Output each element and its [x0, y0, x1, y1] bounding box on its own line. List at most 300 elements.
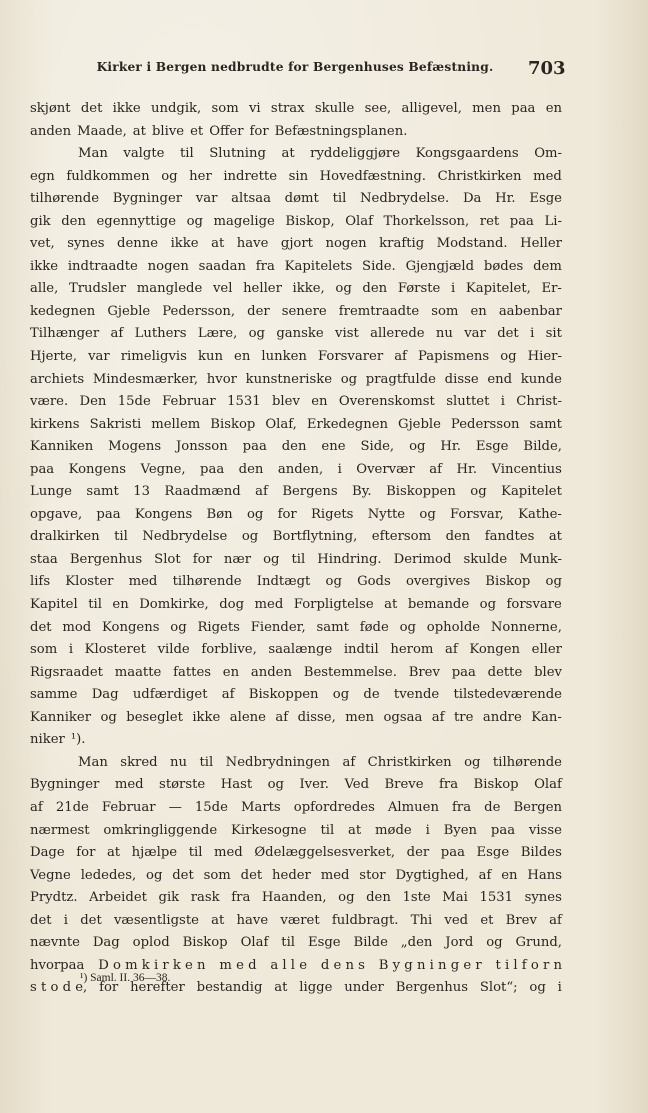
word: Christkirken — [437, 168, 522, 184]
word: det — [240, 867, 263, 883]
word: Esge — [307, 935, 341, 951]
word: Pedersson — [450, 416, 520, 432]
word: og — [529, 980, 546, 996]
word: Thi — [410, 912, 433, 928]
word: skulde — [463, 551, 508, 567]
word: samt — [86, 484, 119, 500]
word: Forsvarer — [317, 349, 384, 365]
text-line — [30, 143, 562, 166]
word: heller — [243, 281, 282, 297]
word: Bestemmelse. — [303, 664, 397, 680]
text-line — [30, 549, 562, 572]
text-line — [30, 594, 562, 617]
word: Bilde — [353, 935, 388, 951]
word: Klosteret — [84, 642, 146, 658]
word: tre — [453, 709, 474, 725]
text-line — [30, 752, 562, 775]
word: skulle — [314, 101, 355, 116]
word: disse, — [297, 709, 336, 725]
word: fremtraadte — [338, 303, 420, 319]
word: Almuen — [387, 799, 439, 815]
word: og — [479, 597, 497, 613]
word: staa — [30, 551, 58, 567]
text-line — [30, 211, 562, 234]
word: anden — [30, 123, 72, 139]
word: gjort — [280, 236, 313, 252]
word: nævnte — [30, 935, 80, 951]
word: blev — [534, 664, 562, 680]
word: tilhørende — [30, 191, 100, 207]
word: indrette — [223, 168, 278, 184]
text-line — [30, 278, 562, 301]
word: ikke — [30, 258, 59, 274]
word: Kapitelets — [284, 258, 353, 274]
word: mellem — [151, 416, 201, 432]
word: Hjerte, — [30, 349, 77, 365]
word: disse — [444, 371, 479, 387]
word: Olaf — [345, 213, 373, 229]
text-line — [30, 346, 562, 369]
word: og — [100, 709, 117, 725]
word: altsaa — [231, 191, 271, 207]
word: Rigsraadet — [30, 664, 103, 680]
word: største — [159, 777, 206, 793]
word: fra — [439, 777, 459, 793]
word: samme — [30, 687, 78, 703]
word: blev — [271, 394, 300, 410]
word: strax — [270, 101, 305, 116]
word: Ved — [344, 777, 370, 793]
word: Nedbrydelse. — [360, 191, 450, 207]
word: d e n s — [320, 957, 365, 973]
word: at — [274, 980, 288, 996]
word: Dygtighed, — [395, 867, 469, 883]
word: s t o d e, — [30, 980, 88, 996]
word: Lunge — [30, 484, 72, 500]
word: paa — [509, 213, 534, 229]
word: 1531 — [227, 394, 261, 410]
word: en — [112, 597, 129, 613]
word: ryddeliggjøre — [310, 146, 401, 162]
word: ikke — [112, 101, 141, 116]
word: indtil — [343, 642, 379, 658]
text-line — [30, 188, 562, 211]
word: Kloster — [65, 574, 114, 590]
word: det — [30, 912, 52, 928]
word: kraftig — [379, 236, 425, 252]
word: den — [61, 213, 86, 229]
word: Thorkelsson, — [383, 213, 470, 229]
word: føde — [359, 619, 389, 635]
word: og — [500, 349, 517, 365]
word: „den — [400, 935, 433, 951]
word: Bildes — [520, 845, 562, 861]
word: af — [110, 326, 124, 342]
word: for — [99, 980, 119, 996]
word: som — [431, 303, 459, 319]
word: tilstedeværende — [453, 687, 562, 703]
word: Hr. — [495, 191, 516, 207]
word: Kanniker — [30, 709, 92, 725]
text-line — [30, 842, 562, 865]
word: bestandig — [196, 980, 263, 996]
text-line — [30, 121, 562, 144]
word: og — [340, 371, 358, 387]
word: og — [161, 168, 178, 184]
word: opfordredes — [293, 799, 375, 815]
word: Dag — [92, 935, 120, 951]
text-line — [30, 662, 562, 685]
word: Prydtz. — [30, 890, 78, 906]
word: Offer — [209, 123, 244, 139]
word: ogsaa — [383, 709, 423, 725]
word: dralkirken — [30, 529, 100, 545]
word: det — [30, 619, 52, 635]
word: mod — [62, 619, 92, 635]
word: opgave, — [30, 506, 83, 522]
word: anden — [250, 664, 292, 680]
word: her — [189, 168, 212, 184]
word: magelige — [213, 213, 275, 229]
word: som — [211, 101, 239, 116]
word: Kongsgaardens — [415, 146, 519, 162]
text-line — [30, 301, 562, 324]
text-line — [30, 639, 562, 662]
word: til — [320, 822, 335, 838]
word: udfærdiget — [132, 687, 208, 703]
word: tilhørende — [172, 574, 242, 590]
word: Kongens — [134, 506, 193, 522]
word: Nytte — [367, 506, 406, 522]
word: Gjeble — [107, 303, 151, 319]
word: have — [236, 236, 269, 252]
word: fuldkommen — [66, 168, 150, 184]
word: og — [545, 574, 562, 590]
word: anden, — [277, 461, 324, 477]
word: Gjeble — [398, 416, 441, 432]
word: Brev — [505, 912, 537, 928]
word: Iver. — [299, 777, 329, 793]
word: Ødelæggelsesverket, — [254, 845, 396, 861]
word: de — [484, 799, 501, 815]
word: i — [530, 326, 535, 342]
word: det — [172, 867, 194, 883]
word: med — [320, 867, 350, 883]
text-line — [30, 436, 562, 459]
word: fra — [452, 799, 472, 815]
word: opholde — [426, 619, 481, 635]
word: den — [281, 439, 307, 455]
word: med — [114, 777, 144, 793]
word: tvende — [393, 687, 440, 703]
word: forsvare — [506, 597, 562, 613]
word: Hr. — [440, 439, 461, 455]
footnote: ¹) Saml. II. 36—38. — [80, 972, 171, 984]
word: bødes — [483, 258, 524, 274]
text-line — [30, 571, 562, 594]
word: 1531 — [479, 890, 514, 906]
text-line — [30, 166, 562, 189]
word: B y g n i n g e r — [378, 957, 482, 973]
word: med — [254, 597, 284, 613]
word: samt — [316, 619, 349, 635]
word: andre — [482, 709, 522, 725]
word: Den — [79, 394, 107, 410]
word: og — [186, 213, 203, 229]
word: rask — [190, 890, 220, 906]
word: og — [332, 687, 350, 703]
word: omkringliggende — [103, 822, 218, 838]
word: og — [419, 506, 436, 522]
word: egn — [30, 168, 55, 184]
word: 21de — [55, 799, 89, 815]
word: fuldbragt. — [331, 912, 399, 928]
word: for — [192, 551, 212, 567]
word: senere — [281, 303, 327, 319]
word: manglede — [136, 281, 203, 297]
word: ene — [321, 439, 346, 455]
word: møde — [375, 822, 412, 838]
text-line — [30, 233, 562, 256]
word: denne — [117, 236, 159, 252]
word: Hans — [527, 867, 562, 883]
word: de — [363, 687, 380, 703]
word: var — [464, 326, 486, 342]
word: Mai — [442, 890, 468, 906]
word: været — [280, 912, 320, 928]
word: Forpligtelse — [293, 597, 374, 613]
word: og — [464, 754, 481, 770]
word: Mindesmærker, — [92, 371, 199, 387]
word: Olaf, — [265, 416, 297, 432]
word: Side. — [362, 258, 396, 274]
word: Hier- — [527, 349, 562, 365]
word: hvorpaa — [30, 957, 85, 973]
word: den — [362, 281, 388, 297]
text-line — [30, 481, 562, 504]
word: der — [247, 303, 270, 319]
word: af — [221, 687, 235, 703]
word: vilde — [157, 642, 190, 658]
word: til — [179, 146, 194, 162]
word: beseglet — [126, 709, 183, 725]
word: Olaf — [534, 777, 562, 793]
word: Overvær — [356, 461, 415, 477]
word: saalænge — [268, 642, 333, 658]
word: ret — [479, 213, 500, 229]
word: Bygninger — [30, 777, 100, 793]
word: Papismens — [418, 349, 490, 365]
word: for — [76, 845, 96, 861]
text-line — [30, 887, 562, 910]
text-line — [30, 797, 562, 820]
word: Kirkesogne — [231, 822, 307, 838]
word: alligevel, — [401, 101, 462, 116]
word: vi — [248, 101, 261, 116]
word: vel — [212, 281, 233, 297]
word: synes — [524, 890, 562, 906]
word: saadan — [198, 258, 246, 274]
word: at — [548, 529, 562, 545]
word: Esge — [475, 439, 509, 455]
word: et — [190, 123, 204, 139]
text-line — [30, 369, 562, 392]
text-line — [30, 707, 562, 730]
word: Man — [78, 146, 108, 162]
word: en — [501, 867, 518, 883]
word: Erkedegnen — [306, 416, 389, 432]
word: at — [384, 597, 398, 613]
word: med — [214, 845, 243, 861]
word: som — [30, 642, 58, 658]
word: Bortflytning, — [272, 529, 358, 545]
word: Lære, — [197, 326, 238, 342]
word: af — [30, 799, 43, 815]
word: dog — [219, 597, 245, 613]
word: og — [325, 574, 342, 590]
word: ikke — [192, 709, 221, 725]
word: for — [249, 123, 269, 139]
word: skjønt — [30, 101, 71, 116]
word: af — [445, 642, 458, 658]
word: Da — [462, 191, 482, 207]
word: samt — [529, 416, 562, 432]
word: maatte — [114, 664, 162, 680]
word: Indtægt — [256, 574, 311, 590]
word: Nonnerne, — [490, 619, 562, 635]
text-line — [30, 910, 562, 933]
word: i — [63, 912, 68, 928]
word: blive — [151, 123, 185, 139]
word: nær — [223, 551, 252, 567]
word: bemande — [407, 597, 470, 613]
word: nogen — [147, 258, 189, 274]
word: var — [88, 349, 110, 365]
word: med — [533, 168, 562, 184]
word: en — [545, 101, 562, 116]
word: Biskop — [485, 574, 531, 590]
word: Heller — [520, 236, 562, 252]
word: ligge — [299, 980, 333, 996]
word: Tilhænger — [30, 326, 100, 342]
word: Brev — [408, 664, 440, 680]
word: fandtes — [484, 529, 535, 545]
page-number: 703 — [528, 58, 566, 79]
word: Rigets — [197, 619, 240, 635]
word: Kapitelet — [501, 484, 562, 500]
word: Februar — [101, 799, 156, 815]
word: til — [114, 529, 128, 545]
word: — — [168, 799, 182, 815]
word: Kapitel — [30, 597, 78, 613]
word: nu — [435, 326, 453, 342]
word: til — [88, 597, 102, 613]
word: m e d — [219, 957, 257, 973]
word: pragtfulde — [365, 371, 436, 387]
word: til — [199, 754, 214, 770]
word: paa — [451, 664, 476, 680]
text-line — [30, 504, 562, 527]
word: Bergen — [513, 799, 562, 815]
word: Gods — [357, 574, 391, 590]
word: Side, — [360, 439, 395, 455]
word: Hovedfæstning. — [319, 168, 426, 184]
word: den — [366, 890, 391, 906]
word: Christkirken — [367, 754, 452, 770]
word: alene — [229, 709, 266, 725]
word: den — [445, 529, 471, 545]
word: af — [429, 461, 443, 477]
word: skred — [120, 754, 158, 770]
word: til — [332, 191, 347, 207]
word: Kathe- — [518, 506, 562, 522]
word: Kan- — [531, 709, 562, 725]
word: archiets — [30, 371, 85, 387]
word: at — [211, 912, 225, 928]
word: ¹). — [70, 732, 86, 748]
word: paa — [490, 822, 516, 838]
word: være. — [30, 394, 69, 410]
word: Grund, — [515, 935, 562, 951]
word: tilhørende — [492, 754, 562, 770]
word: Jord — [445, 935, 474, 951]
word: en — [222, 664, 240, 680]
word: have — [236, 912, 269, 928]
word: herefter — [130, 980, 185, 996]
word: Fiender, — [250, 619, 306, 635]
word: sit — [545, 326, 562, 342]
word: Esge — [476, 845, 510, 861]
word: Pedersson, — [162, 303, 236, 319]
word: i — [557, 980, 562, 996]
word: kun — [197, 349, 223, 365]
word: valgte — [123, 146, 165, 162]
word: paa — [440, 845, 465, 861]
word: i — [425, 822, 430, 838]
word: til — [291, 551, 306, 567]
word: Slutning — [209, 146, 266, 162]
word: vet, — [30, 236, 55, 252]
word: see, — [364, 101, 392, 116]
word: paa — [242, 439, 267, 455]
word: Mogens — [108, 439, 162, 455]
word: oplod — [132, 935, 170, 951]
word: lededes, — [80, 867, 137, 883]
word: Slot — [154, 551, 181, 567]
word: nærmest — [30, 822, 90, 838]
word: aabenbar — [498, 303, 562, 319]
word: Biskop, — [285, 213, 335, 229]
word: t i l f o r n — [495, 957, 562, 973]
word: indtraadte — [67, 258, 138, 274]
word: men — [345, 709, 375, 725]
word: rimeligvis — [120, 349, 187, 365]
word: Første — [397, 281, 441, 297]
word: Trudsler — [68, 281, 127, 297]
word: Sakristi — [89, 416, 142, 432]
word: og — [338, 890, 355, 906]
word: eftersom — [371, 529, 432, 545]
word: Kanniken — [30, 439, 94, 455]
word: paa — [96, 506, 121, 522]
word: fra — [255, 258, 275, 274]
text-line — [30, 774, 562, 797]
word: stor — [359, 867, 386, 883]
word: men — [472, 101, 501, 116]
word: dem — [533, 258, 562, 274]
word: under — [344, 980, 384, 996]
word: der — [406, 845, 430, 861]
